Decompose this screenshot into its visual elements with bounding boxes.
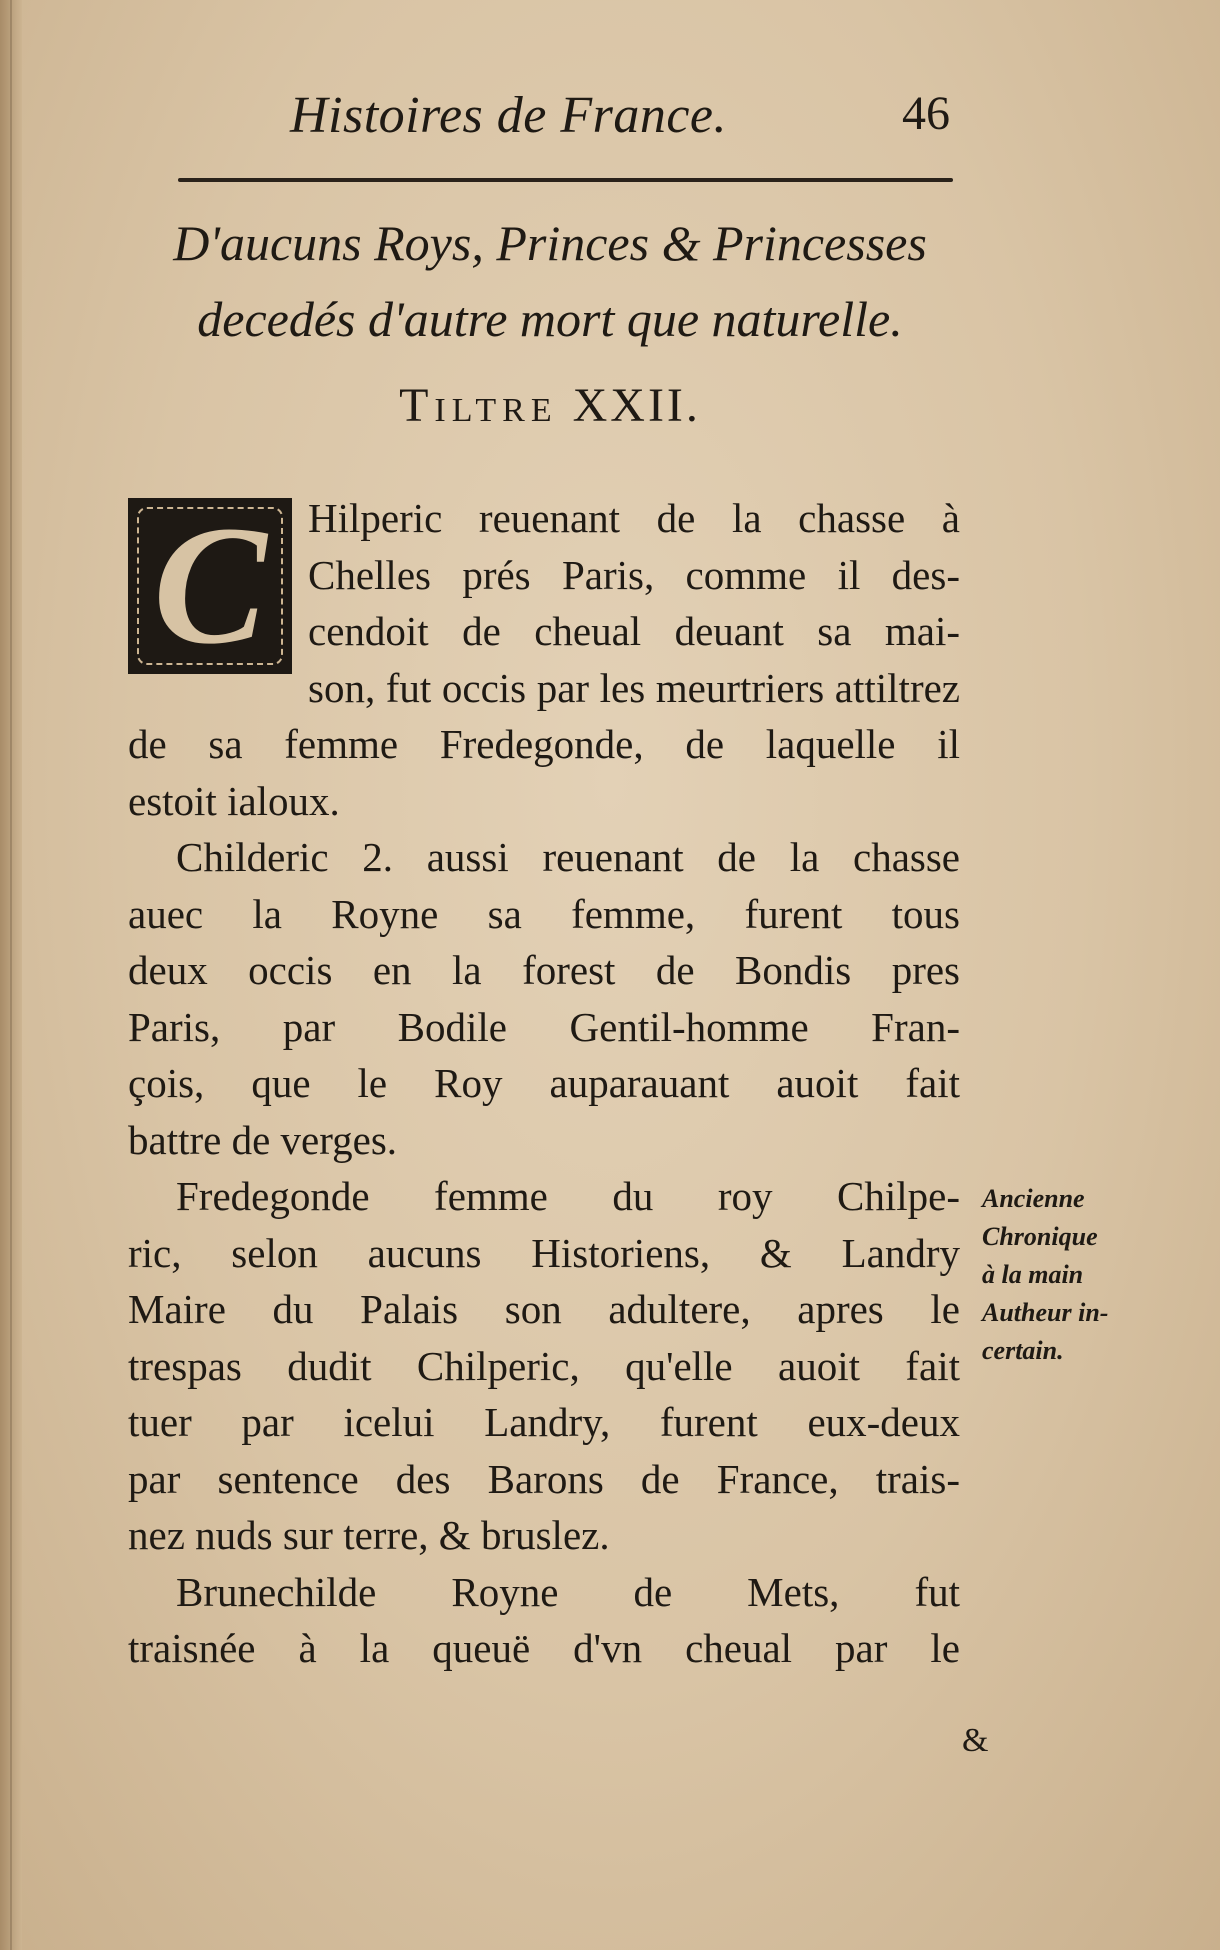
marginal-note bbox=[982, 1180, 1172, 1370]
paragraph-3 bbox=[128, 1168, 960, 1564]
drop-cap-letter: C bbox=[153, 491, 267, 679]
text-line: auec la Royne sa femme, furent tous bbox=[128, 890, 960, 937]
marginal-note-line: Chronique bbox=[982, 1222, 1098, 1251]
marginal-note-line: Ancienne bbox=[982, 1184, 1085, 1213]
text-line: Brunechilde Royne de Mets, fut bbox=[176, 1568, 960, 1615]
body-text bbox=[128, 490, 960, 1677]
marginal-note-line: à la main bbox=[982, 1260, 1084, 1289]
chapter-title bbox=[120, 205, 980, 357]
text-line: ric, selon aucuns Historiens, & Landry bbox=[128, 1229, 960, 1276]
chapter-title-line-1: D'aucuns Roys, Princes & Princesses bbox=[173, 215, 927, 271]
text-line: par sentence des Barons de France, trais- bbox=[128, 1455, 960, 1502]
text-line: tuer par icelui Landry, furent eux-deux bbox=[128, 1399, 960, 1445]
text-line: cendoit de cheual deuant sa mai- bbox=[308, 608, 960, 654]
text-line: Hilperic reuenant de la chasse à bbox=[308, 495, 960, 541]
paragraph-4 bbox=[128, 1564, 960, 1677]
text-line: Paris, par Bodile Gentil-homme Fran- bbox=[128, 1003, 960, 1050]
running-head bbox=[290, 80, 950, 160]
drop-cap bbox=[128, 491, 292, 679]
chapter-number-word: Tiltre bbox=[399, 379, 558, 432]
text-line: çois, que le Roy auparauant auoit fait bbox=[128, 1060, 960, 1106]
marginal-note-line: Autheur in- bbox=[982, 1298, 1109, 1327]
text-line: estoit ialoux. bbox=[128, 777, 340, 824]
chapter-title-line-2: decedés d'autre mort que naturelle. bbox=[197, 291, 903, 347]
catchword: & bbox=[962, 1722, 989, 1759]
text-line: Fredegonde femme du roy Chilpe- bbox=[176, 1173, 960, 1219]
text-line: battre de verges. bbox=[128, 1116, 398, 1163]
text-line: Maire du Palais son adultere, apres le bbox=[128, 1286, 960, 1332]
text-line: de sa femme Fredegonde, de laquelle il bbox=[128, 721, 960, 767]
running-title: Histoires de France. bbox=[290, 87, 727, 144]
text-line: trespas dudit Chilperic, qu'elle auoit fait bbox=[128, 1342, 960, 1389]
text-line: traisnée à la queuë d'vn cheual par le bbox=[128, 1625, 960, 1671]
text-line: Chelles prés Paris, comme il des- bbox=[308, 551, 960, 598]
marginal-note-line: certain. bbox=[982, 1336, 1064, 1365]
chapter-number bbox=[120, 378, 980, 433]
header-rule bbox=[178, 178, 953, 182]
text-line: Childeric 2. aussi reuenant de la chasse bbox=[176, 834, 960, 880]
text-line: son, fut occis par les meurtriers attiltrez bbox=[308, 664, 960, 711]
page-number: 46 bbox=[902, 87, 950, 140]
paragraph-2 bbox=[128, 829, 960, 1168]
chapter-number-roman: XXII. bbox=[572, 379, 701, 432]
text-line: deux occis en la forest de Bondis pres bbox=[128, 947, 960, 993]
text-line: nez nuds sur terre, & bruslez. bbox=[128, 1512, 610, 1558]
